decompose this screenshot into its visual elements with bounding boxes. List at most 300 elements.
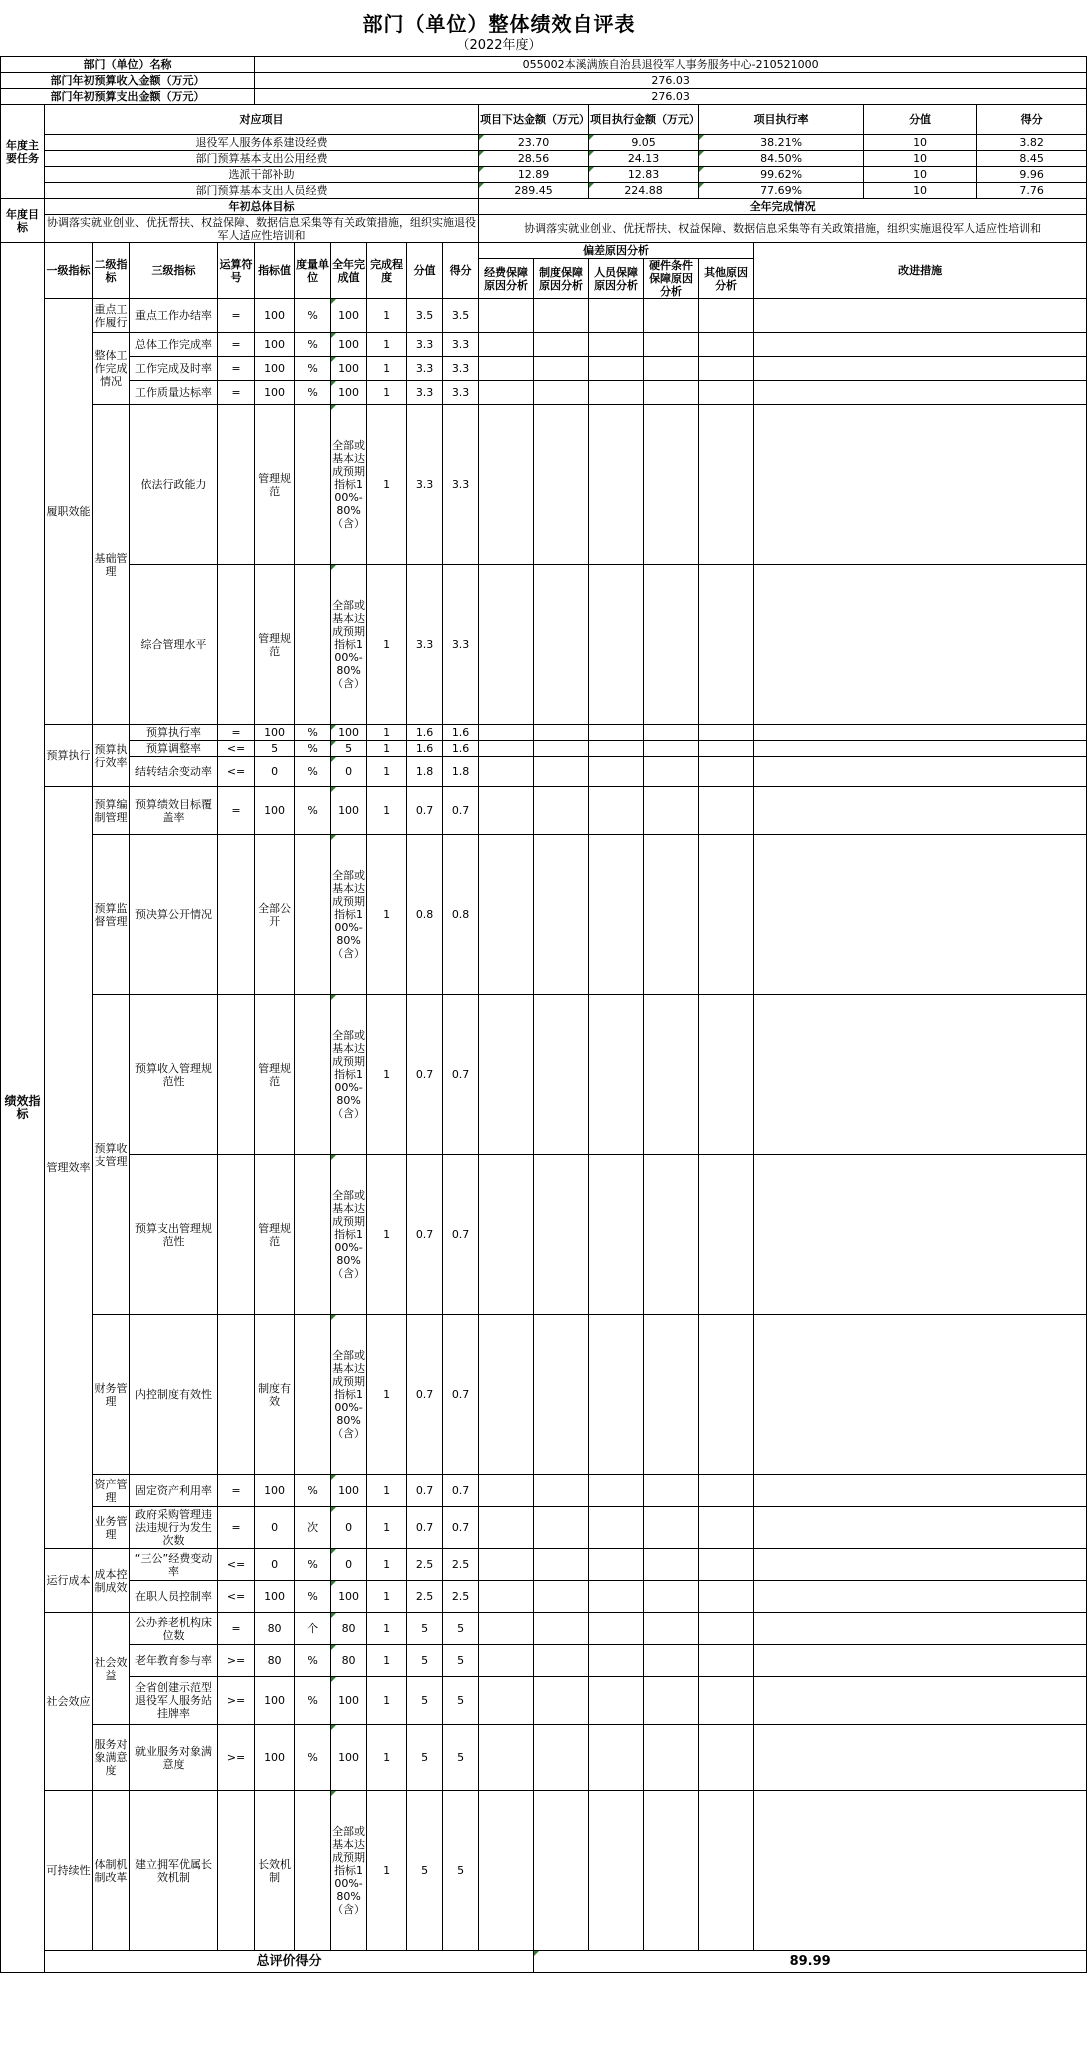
indicator-row [1,1613,1087,1645]
deviation-cell [589,741,644,757]
actual-cell: 80 [331,1613,367,1645]
target-cell: 100 [255,1677,295,1725]
deviation-cell [589,1315,644,1475]
task-issued: 12.89 [479,167,589,183]
deviation-cell [534,1791,589,1951]
level2-indicator: 整体工作完成情况 [93,333,130,405]
measures-cell [754,333,1087,357]
operator-cell [218,1155,255,1315]
indicator-row [1,835,1087,995]
got-cell: 1.6 [443,725,479,741]
deviation-cell [699,757,754,787]
score-cell: 0.7 [407,1155,443,1315]
deviation-cell [479,1613,534,1645]
operator-cell: <= [218,1581,255,1613]
deviation-cell [534,1613,589,1645]
deviation-cell [479,1507,534,1549]
measures-cell [754,1677,1087,1725]
score-cell: 3.3 [407,565,443,725]
degree-cell: 1 [367,741,407,757]
target-cell: 100 [255,1725,295,1791]
actual-cell: 100 [331,357,367,381]
degree-cell: 1 [367,725,407,741]
unit-cell: 个 [295,1613,331,1645]
actual-cell: 5 [331,741,367,757]
target-cell: 100 [255,333,295,357]
target-cell: 管理规范 [255,405,295,565]
actual-cell: 100 [331,1475,367,1507]
score-cell: 5 [407,1725,443,1791]
goals-completion-label: 全年完成情况 [479,199,1087,215]
total-value: 89.99 [534,1951,1087,1973]
deviation-cell [534,405,589,565]
deviation-cell [534,1725,589,1791]
deviation-cell [699,741,754,757]
goals-initial-text: 协调落实就业创业、优抚帮扶、权益保障、数据信息采集等有关政策措施，组织实施退役军人适应性培训和 [45,215,479,243]
deviation-cell [479,1315,534,1475]
actual-cell: 100 [331,1725,367,1791]
operator-cell: = [218,299,255,333]
target-cell: 100 [255,299,295,333]
measures-cell [754,787,1087,835]
indicator-row [1,405,1087,565]
target-cell: 0 [255,757,295,787]
measures-cell [754,835,1087,995]
task-project: 退役军人服务体系建设经费 [45,135,479,151]
deviation-cell [479,787,534,835]
deviation-cell [699,1315,754,1475]
deviation-cell [644,835,699,995]
tasks-col-project: 对应项目 [45,105,479,135]
level3-indicator: 就业服务对象满意度 [130,1725,218,1791]
level3-indicator: 预算支出管理规范性 [130,1155,218,1315]
operator-cell [218,1791,255,1951]
deviation-cell [589,995,644,1155]
col-level2: 二级指标 [93,243,130,299]
measures-cell [754,1475,1087,1507]
deviation-cell [534,1645,589,1677]
deviation-cell [644,757,699,787]
measures-cell [754,357,1087,381]
task-row [1,151,1087,167]
unit-cell: % [295,1645,331,1677]
measures-cell [754,299,1087,333]
degree-cell: 1 [367,381,407,405]
deviation-cell [534,1155,589,1315]
level2-indicator: 预算监督管理 [93,835,130,995]
unit-cell: % [295,1677,331,1725]
unit-cell [295,1791,331,1951]
degree-cell: 1 [367,1791,407,1951]
deviation-cell [644,1725,699,1791]
operator-cell: >= [218,1645,255,1677]
operator-cell: <= [218,757,255,787]
deviation-cell [644,1475,699,1507]
deviation-cell [534,741,589,757]
deviation-cell [644,381,699,405]
got-cell: 3.5 [443,299,479,333]
target-cell: 制度有效 [255,1315,295,1475]
deviation-cell [534,299,589,333]
deviation-cell [479,995,534,1155]
got-cell: 0.7 [443,995,479,1155]
deviation-cell [534,725,589,741]
level3-indicator: 预算收入管理规范性 [130,995,218,1155]
level3-indicator: 预算调整率 [130,741,218,757]
deviation-cell [534,1677,589,1725]
target-cell: 80 [255,1613,295,1645]
actual-cell: 全部或基本达成预期指标100%-80%（含） [331,405,367,565]
deviation-cell [589,405,644,565]
expense-label: 部门年初预算支出金额（万元） [1,89,255,105]
deviation-cell [644,357,699,381]
degree-cell: 1 [367,333,407,357]
deviation-cell [699,1475,754,1507]
level1-indicator: 管理效率 [45,787,93,1549]
score-cell: 0.7 [407,1315,443,1475]
unit-cell: % [295,1581,331,1613]
deviation-cell [699,1677,754,1725]
deviation-cell [589,787,644,835]
unit-cell: % [295,357,331,381]
got-cell: 5 [443,1645,479,1677]
deviation-cell [479,1645,534,1677]
level2-indicator: 资产管理 [93,1475,130,1507]
level3-indicator: 公办养老机构床位数 [130,1613,218,1645]
task-score: 10 [864,151,977,167]
degree-cell: 1 [367,1549,407,1581]
deviation-cell [589,565,644,725]
task-executed: 12.83 [589,167,699,183]
deviation-cell [479,1581,534,1613]
task-got: 8.45 [977,151,1087,167]
measures-cell [754,405,1087,565]
task-executed: 9.05 [589,135,699,151]
deviation-cell [534,787,589,835]
level1-indicator: 可持续性 [45,1791,93,1951]
score-cell: 0.8 [407,835,443,995]
task-got: 3.82 [977,135,1087,151]
task-issued: 289.45 [479,183,589,199]
task-issued: 23.70 [479,135,589,151]
deviation-cell [589,381,644,405]
unit-cell [295,835,331,995]
deviation-cell [479,835,534,995]
deviation-cell [589,1155,644,1315]
col-dev-hardware: 硬件条件保障原因分析 [644,259,699,299]
measures-cell [754,1613,1087,1645]
deviation-cell [479,405,534,565]
dept-name-value: 055002本溪满族自治县退役军人事务服务中心-210521000 [255,57,1087,73]
unit-cell: % [295,787,331,835]
level3-indicator: 政府采购管理违法违规行为发生次数 [130,1507,218,1549]
target-cell: 100 [255,1475,295,1507]
deviation-cell [699,1791,754,1951]
measures-cell [754,741,1087,757]
level3-indicator: 工作质量达标率 [130,381,218,405]
got-cell: 0.7 [443,1155,479,1315]
indicator-row [1,1315,1087,1475]
got-cell: 0.8 [443,835,479,995]
degree-cell: 1 [367,1581,407,1613]
actual-cell: 全部或基本达成预期指标100%-80%（含） [331,835,367,995]
deviation-cell [534,357,589,381]
level3-indicator: 在职人员控制率 [130,1581,218,1613]
evaluation-table [0,56,1087,1973]
score-cell: 5 [407,1791,443,1951]
unit-cell: % [295,333,331,357]
goals-side-label: 年度目标 [1,199,45,243]
measures-cell [754,1645,1087,1677]
tasks-col-rate: 项目执行率 [699,105,864,135]
deviation-cell [644,1315,699,1475]
tasks-col-score: 分值 [864,105,977,135]
score-cell: 2.5 [407,1549,443,1581]
deviation-cell [699,1549,754,1581]
level3-indicator: 结转结余变动率 [130,757,218,787]
operator-cell [218,995,255,1155]
indicator-row [1,299,1087,333]
target-cell: 管理规范 [255,1155,295,1315]
task-got: 7.76 [977,183,1087,199]
operator-cell: >= [218,1725,255,1791]
actual-cell: 100 [331,381,367,405]
level2-indicator: 社会效益 [93,1613,130,1725]
level3-indicator: 依法行政能力 [130,405,218,565]
deviation-cell [644,1549,699,1581]
score-cell: 3.3 [407,357,443,381]
degree-cell: 1 [367,1613,407,1645]
actual-cell: 100 [331,725,367,741]
deviation-cell [534,1315,589,1475]
degree-cell: 1 [367,1315,407,1475]
deviation-cell [479,1475,534,1507]
got-cell: 5 [443,1791,479,1951]
indicator-row [1,787,1087,835]
deviation-cell [699,1613,754,1645]
actual-cell: 100 [331,333,367,357]
score-cell: 1.8 [407,757,443,787]
deviation-cell [699,725,754,741]
deviation-cell [479,1725,534,1791]
level3-indicator: 重点工作办结率 [130,299,218,333]
deviation-cell [479,741,534,757]
deviation-cell [534,1549,589,1581]
task-row [1,183,1087,199]
deviation-cell [699,787,754,835]
indicators-side-label: 绩效指标 [1,243,45,1973]
col-got: 得分 [443,243,479,299]
got-cell: 3.3 [443,565,479,725]
deviation-cell [534,995,589,1155]
degree-cell: 1 [367,299,407,333]
score-cell: 3.3 [407,381,443,405]
deviation-cell [589,1475,644,1507]
measures-cell [754,725,1087,741]
deviation-cell [644,1645,699,1677]
actual-cell: 全部或基本达成预期指标100%-80%（含） [331,1791,367,1951]
level3-indicator: 固定资产利用率 [130,1475,218,1507]
actual-cell: 100 [331,787,367,835]
indicator-row [1,1725,1087,1791]
deviation-cell [699,333,754,357]
deviation-cell [534,1475,589,1507]
level3-indicator: 综合管理水平 [130,565,218,725]
col-actual: 全年完成值 [331,243,367,299]
col-level3: 三级指标 [130,243,218,299]
deviation-cell [644,1677,699,1725]
degree-cell: 1 [367,1475,407,1507]
tasks-side-label: 年度主要任务 [1,105,45,199]
level3-indicator: 老年教育参与率 [130,1645,218,1677]
task-got: 9.96 [977,167,1087,183]
col-target: 指标值 [255,243,295,299]
operator-cell: <= [218,1549,255,1581]
income-value: 276.03 [255,73,1087,89]
unit-cell [295,565,331,725]
task-row [1,167,1087,183]
target-cell: 80 [255,1645,295,1677]
document-subtitle: （2022年度） [456,38,542,53]
level3-indicator: 全省创建示范型退役军人服务站挂牌率 [130,1677,218,1725]
degree-cell: 1 [367,1507,407,1549]
unit-cell: % [295,1725,331,1791]
target-cell: 5 [255,741,295,757]
level2-indicator: 基础管理 [93,405,130,725]
deviation-cell [699,835,754,995]
deviation-cell [479,333,534,357]
deviation-cell [644,1581,699,1613]
deviation-cell [589,835,644,995]
col-operator: 运算符号 [218,243,255,299]
degree-cell: 1 [367,835,407,995]
level3-indicator: 工作完成及时率 [130,357,218,381]
deviation-cell [589,357,644,381]
expense-value: 276.03 [255,89,1087,105]
target-cell: 长效机制 [255,1791,295,1951]
score-cell: 0.7 [407,1507,443,1549]
deviation-cell [589,1507,644,1549]
degree-cell: 1 [367,787,407,835]
total-label: 总评价得分 [45,1951,534,1973]
degree-cell: 1 [367,1725,407,1791]
task-score: 10 [864,183,977,199]
deviation-cell [534,1507,589,1549]
indicator-row [1,1549,1087,1581]
degree-cell: 1 [367,1645,407,1677]
indicator-row [1,1677,1087,1725]
deviation-cell [699,381,754,405]
task-project: 部门预算基本支出公用经费 [45,151,479,167]
operator-cell: = [218,381,255,405]
task-score: 10 [864,167,977,183]
operator-cell: = [218,1475,255,1507]
target-cell: 0 [255,1507,295,1549]
tasks-col-issued: 项目下达金额（万元） [479,105,589,135]
actual-cell: 0 [331,1507,367,1549]
indicator-row [1,1581,1087,1613]
col-deviation: 偏差原因分析 [479,243,754,259]
deviation-cell [644,1507,699,1549]
level3-indicator: 总体工作完成率 [130,333,218,357]
degree-cell: 1 [367,1155,407,1315]
unit-cell: % [295,725,331,741]
measures-cell [754,1581,1087,1613]
got-cell: 0.7 [443,1315,479,1475]
degree-cell: 1 [367,995,407,1155]
measures-cell [754,1549,1087,1581]
score-cell: 5 [407,1613,443,1645]
actual-cell: 80 [331,1645,367,1677]
deviation-cell [644,1613,699,1645]
got-cell: 0.7 [443,1475,479,1507]
actual-cell: 100 [331,299,367,333]
actual-cell: 100 [331,1677,367,1725]
deviation-cell [479,1677,534,1725]
tasks-col-got: 得分 [977,105,1087,135]
degree-cell: 1 [367,1677,407,1725]
score-cell: 3.5 [407,299,443,333]
degree-cell: 1 [367,357,407,381]
deviation-cell [534,1581,589,1613]
unit-cell: 次 [295,1507,331,1549]
degree-cell: 1 [367,565,407,725]
deviation-cell [644,1791,699,1951]
deviation-cell [479,381,534,405]
deviation-cell [644,565,699,725]
operator-cell [218,835,255,995]
indicator-row [1,725,1087,741]
actual-cell: 0 [331,1549,367,1581]
target-cell: 管理规范 [255,565,295,725]
score-cell: 1.6 [407,725,443,741]
got-cell: 3.3 [443,333,479,357]
actual-cell: 全部或基本达成预期指标100%-80%（含） [331,1315,367,1475]
task-executed: 24.13 [589,151,699,167]
unit-cell: % [295,299,331,333]
deviation-cell [534,757,589,787]
score-cell: 0.7 [407,787,443,835]
level2-indicator: 体制机制改革 [93,1791,130,1951]
operator-cell [218,1315,255,1475]
deviation-cell [479,1155,534,1315]
score-cell: 0.7 [407,995,443,1155]
measures-cell [754,1155,1087,1315]
deviation-cell [589,1549,644,1581]
got-cell: 2.5 [443,1581,479,1613]
deviation-cell [644,333,699,357]
measures-cell [754,757,1087,787]
level1-indicator: 运行成本 [45,1549,93,1613]
deviation-cell [699,299,754,333]
operator-cell: = [218,1507,255,1549]
got-cell: 1.6 [443,741,479,757]
deviation-cell [479,1791,534,1951]
deviation-cell [644,405,699,565]
level2-indicator: 预算收支管理 [93,995,130,1315]
task-rate: 99.62% [699,167,864,183]
deviation-cell [479,357,534,381]
deviation-cell [589,1725,644,1791]
got-cell: 5 [443,1677,479,1725]
got-cell: 5 [443,1725,479,1791]
unit-cell: % [295,741,331,757]
indicator-row [1,357,1087,381]
level3-indicator: 预算绩效目标覆盖率 [130,787,218,835]
score-cell: 1.6 [407,741,443,757]
col-dev-system: 制度保障原因分析 [534,259,589,299]
deviation-cell [699,1581,754,1613]
